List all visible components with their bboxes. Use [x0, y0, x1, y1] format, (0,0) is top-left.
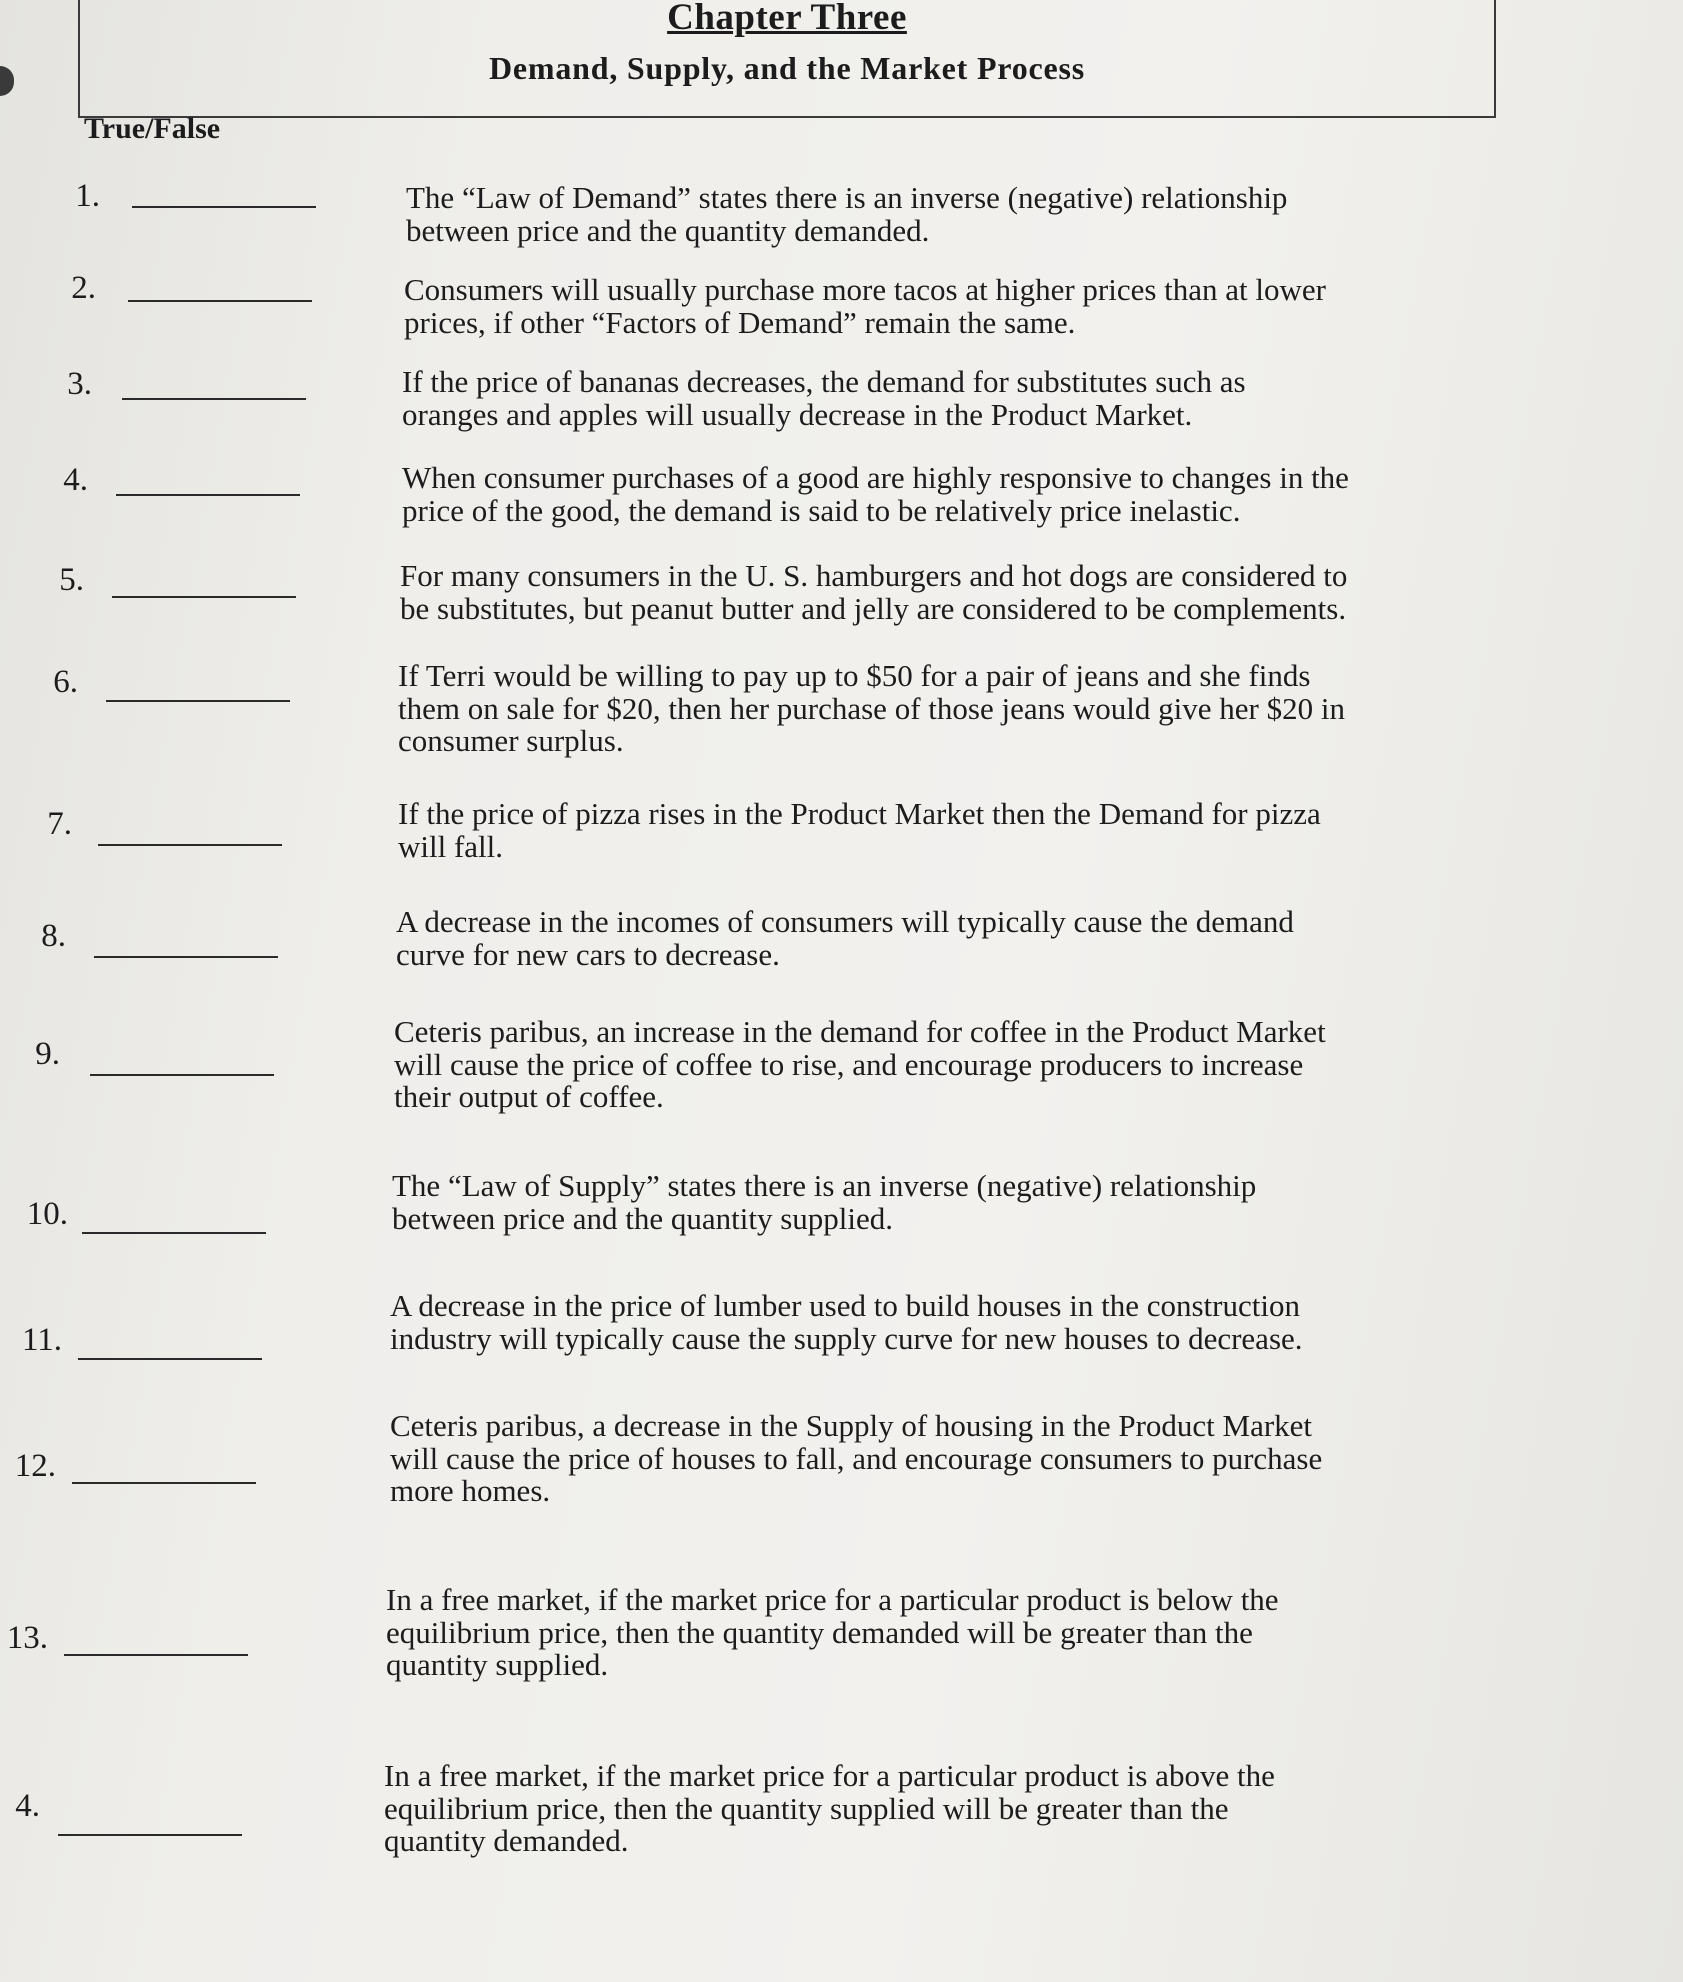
- answer-blank[interactable]: [64, 1654, 248, 1656]
- question-number: 9.: [35, 1036, 60, 1072]
- answer-blank[interactable]: [106, 700, 290, 702]
- question-number: 11.: [21, 1322, 62, 1358]
- answer-blank[interactable]: [98, 844, 282, 846]
- question-number: 5.: [59, 562, 84, 598]
- question-text: In a free market, if the market price for a particular product is above the equilibrium price, then the quantity supplied will be greater than the quantity demanded.: [384, 1758, 1275, 1859]
- question-text: If Terri would be willing to pay up to $50 for a pair of jeans and she finds them on sale for $20, then her purchase of those jeans would give her $20 in consumer surplus.: [398, 658, 1345, 759]
- question-text: If the price of pizza rises in the Product Market then the Demand for pizza will fall.: [398, 796, 1321, 864]
- answer-blank[interactable]: [82, 1232, 266, 1234]
- question-number: 12.: [14, 1448, 56, 1484]
- question-text: For many consumers in the U. S. hamburgers and hot dogs are considered to be substitutes, but peanut butter and jelly are considered to be complements.: [400, 558, 1348, 626]
- question-number: 1.: [75, 178, 100, 214]
- question-text: If the price of bananas decreases, the demand for substitutes such as oranges and apples will usually decrease in the Product Market.: [402, 364, 1246, 432]
- answer-blank[interactable]: [122, 398, 306, 400]
- question-number: 13.: [6, 1620, 48, 1656]
- question-text: Consumers will usually purchase more tacos at higher prices than at lower prices, if other “Factors of Demand” remain the same.: [404, 272, 1326, 340]
- question-text: A decrease in the incomes of consumers will typically cause the demand curve for new cars to decrease.: [396, 904, 1294, 972]
- answer-blank[interactable]: [90, 1074, 274, 1076]
- question-number: 6.: [53, 664, 78, 700]
- answer-blank[interactable]: [116, 494, 300, 496]
- question-text: A decrease in the price of lumber used to build houses in the construction industry will typically cause the supply curve for new houses to decrease.: [390, 1288, 1303, 1356]
- answer-blank[interactable]: [112, 596, 296, 598]
- question-text: The “Law of Supply” states there is an inverse (negative) relationship between price and the quantity supplied.: [392, 1168, 1257, 1236]
- answer-blank[interactable]: [58, 1834, 242, 1836]
- question-text: The “Law of Demand” states there is an inverse (negative) relationship between price and the quantity demanded.: [406, 180, 1288, 248]
- answer-blank[interactable]: [78, 1358, 262, 1360]
- question-text: When consumer purchases of a good are highly responsive to changes in the price of the good, the demand is said to be relatively price inelastic.: [402, 460, 1349, 528]
- question-number: 7.: [47, 806, 72, 842]
- chapter-header: [78, 0, 1496, 118]
- question-number: 2.: [71, 270, 96, 306]
- section-label: True/False: [84, 112, 221, 145]
- question-number: 8.: [41, 918, 66, 954]
- answer-blank[interactable]: [132, 206, 316, 208]
- question-text: Ceteris paribus, a decrease in the Supply of housing in the Product Market will cause the price of houses to fall, and encourage consumers to purchase more homes.: [390, 1408, 1323, 1509]
- answer-blank[interactable]: [94, 956, 278, 958]
- answer-blank[interactable]: [128, 300, 312, 302]
- chapter-title: Chapter Three: [667, 0, 907, 38]
- question-number: 3.: [67, 366, 92, 402]
- question-text: In a free market, if the market price for a particular product is below the equilibrium price, then the quantity demanded will be greater than the quantity supplied.: [386, 1582, 1279, 1683]
- question-number: 4.: [63, 462, 88, 498]
- question-text: Ceteris paribus, an increase in the demand for coffee in the Product Market will cause the price of coffee to rise, and encourage producers to increase their output of coffee.: [394, 1014, 1326, 1115]
- chapter-subtitle: Demand, Supply, and the Market Process: [488, 50, 1086, 86]
- question-number: 4.: [15, 1788, 40, 1824]
- question-number: 10.: [26, 1196, 68, 1232]
- answer-blank[interactable]: [72, 1482, 256, 1484]
